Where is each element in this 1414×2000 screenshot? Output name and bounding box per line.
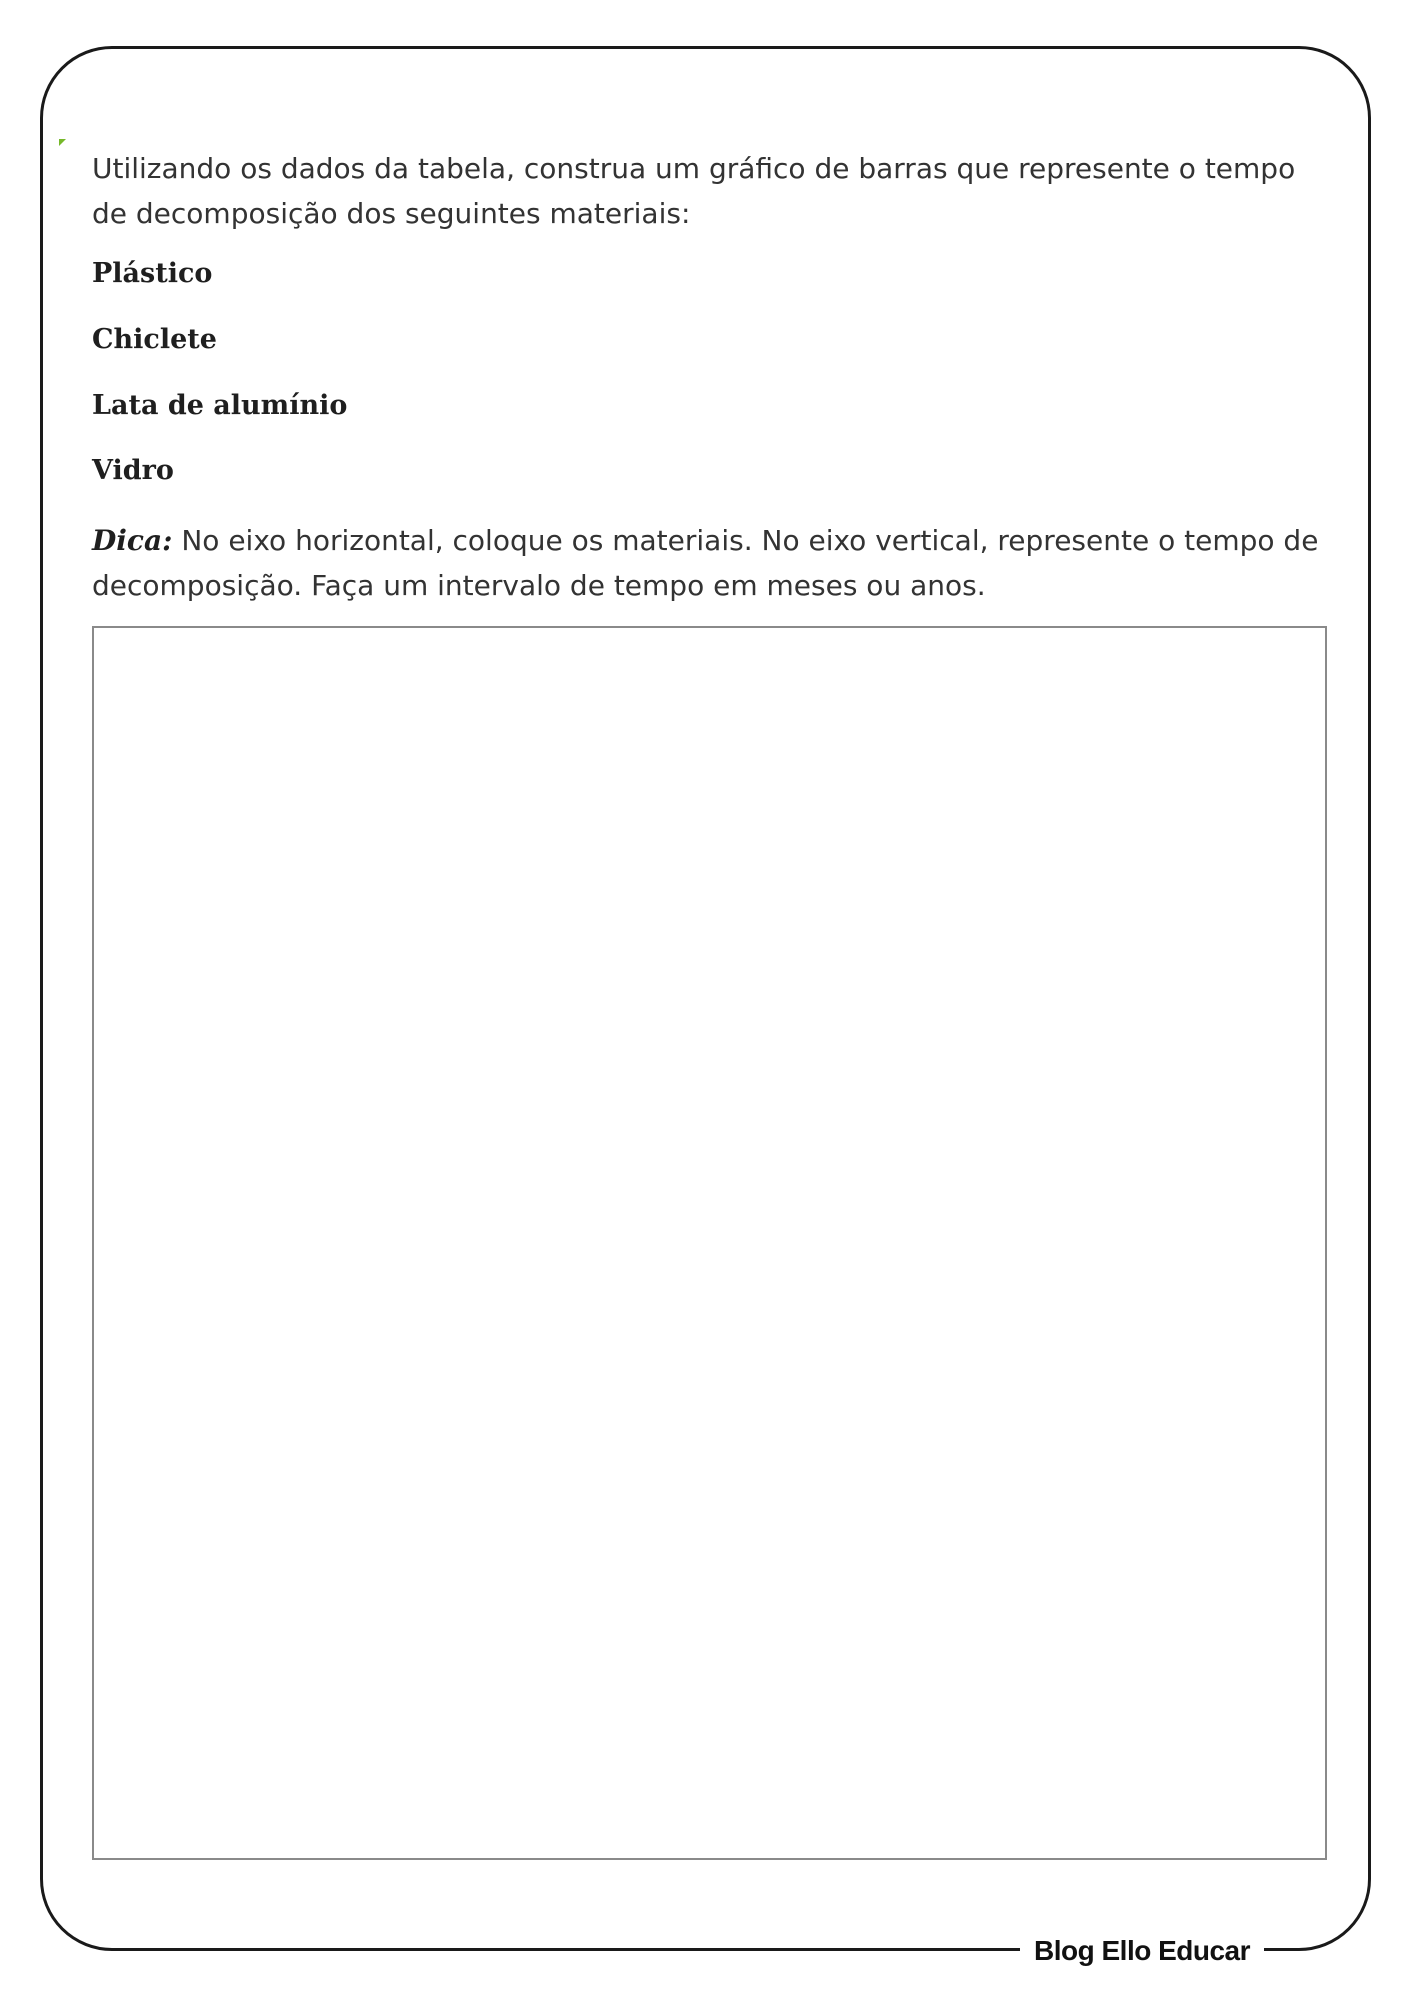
material-item-vidro: Vidro <box>92 455 174 486</box>
chart-drawing-area[interactable] <box>92 626 1327 1860</box>
green-corner-mark <box>59 139 66 146</box>
footer-brand: Blog Ello Educar <box>1020 1929 1264 1973</box>
material-item-chiclete: Chiclete <box>92 324 217 355</box>
exercise-content <box>92 146 1332 602</box>
material-item-plastico: Plástico <box>92 258 213 289</box>
material-item-lata: Lata de alumínio <box>92 390 348 421</box>
tip-text: No eixo horizontal, coloque os materiais. No eixo vertical, represente o tempo de decomposição. Faça um intervalo de tempo em meses ou anos. <box>92 524 1319 602</box>
exercise-instruction: Utilizando os dados da tabela, construa um gráfico de barras que represente o tempo de decomposição dos seguintes materiais: <box>92 152 1296 230</box>
tip-paragraph <box>92 518 1332 608</box>
tip-label: Dica: <box>92 524 173 557</box>
